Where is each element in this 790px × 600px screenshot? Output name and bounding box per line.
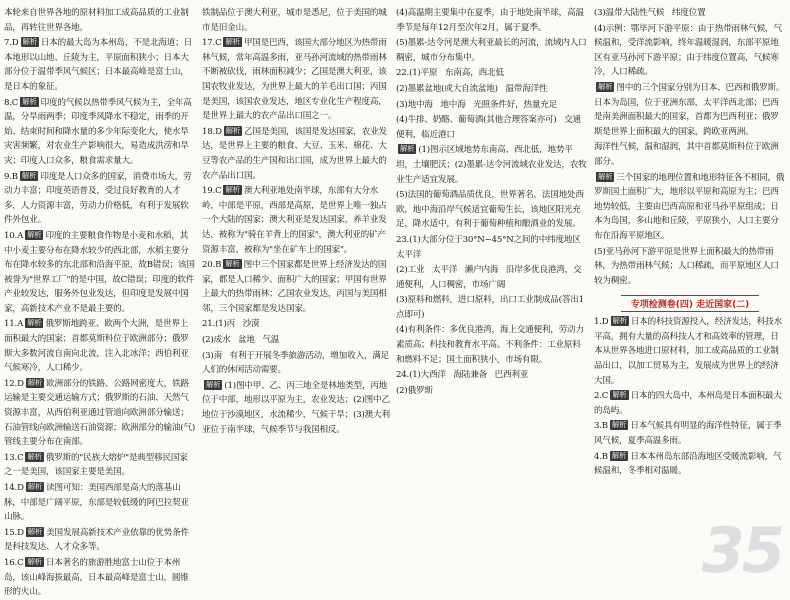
question-number: 18.D — [202, 126, 222, 137]
answer-entry — [396, 368, 588, 383]
answer-text: 图中的三个国家分别为日本、巴西和俄罗斯。日本为岛国，位于亚洲东部，太平洋西北部；巴西是南美洲面积最大的国家，首都为巴西利亚；俄罗斯是世界上面积最大的国家，跨欧亚两洲。 — [594, 82, 785, 137]
answer-text: 澳大利亚地处南半球，东部有大分水岭，中部是平原，西部是高原，是世界上唯一独占一个大陆的国家；澳大利亚是发达国家，养羊业发达，被称为"骑在羊背上的国家"，澳大利亚的矿产资源丰富，被称为"坐在矿车上的国家"。 — [202, 186, 387, 255]
answer-text: 日本著名的旅游胜地富士山位于本州岛，该山峰海拔最高，日本最高峰是富士山，圆锥形的火山。 — [4, 557, 189, 598]
answer-entry — [4, 96, 196, 169]
question-number: 9.B — [4, 171, 18, 182]
answer-entry — [396, 82, 588, 97]
answer-text: 本轮来自世界各地的原材料加工成高品质的工业制品，再转往世界各地。 — [4, 8, 189, 33]
answer-entry — [202, 36, 390, 124]
answer-entry — [594, 450, 786, 479]
answer-entry — [4, 481, 196, 525]
answer-text: (4)示例：鄂毕河下游平原：由于热带雨林气候，气候温和，受洋流影响，终年温暖湿润，东部平原地区有亚马孙河下游平原；由于纬度位置高，气候寒冷，人口稀疏。 — [594, 23, 782, 78]
analysis-tag: 解析 — [22, 96, 37, 106]
answer-entry — [594, 419, 786, 448]
analysis-tag: 解析 — [611, 420, 627, 430]
analysis-tag: 解析 — [27, 318, 42, 328]
analysis-tag: 解析 — [27, 377, 43, 387]
answer-entry — [202, 125, 390, 183]
analysis-tag: 解析 — [27, 482, 43, 491]
answer-entry — [594, 389, 786, 418]
column-3 — [396, 6, 588, 578]
answer-entry — [594, 140, 786, 169]
exam-title: 专项检测卷(四) 走近国家(二) — [621, 295, 760, 312]
answer-entry — [594, 171, 786, 244]
answer-text: (3)温带大陆性气候 纬度位置 — [594, 8, 706, 18]
answer-entry — [396, 384, 588, 399]
answer-text: 俄罗斯的"民族大熔炉"是典型移民国家之一是美国，该国家主要是美国。 — [4, 452, 188, 478]
analysis-tag: 解析 — [225, 37, 240, 47]
answer-entry — [202, 379, 390, 437]
answer-text: 美国发展高新技术产业依靠的优势条件是科技发达、人才众多等。 — [4, 527, 189, 553]
answer-entry — [202, 258, 390, 316]
analysis-tag: 解析 — [27, 556, 42, 566]
question-number: 4.B — [594, 451, 608, 462]
answer-text: 印度的气候以热带季风气候为主，全年高温，分旱雨两季；印度季风降水不稳定，雨季的开始、结束时间和降水量的多少年际变化大，使水旱灾害频繁，对农业生产影响很大，易造成洪涝和旱灾；印度人口众多，粮食需求量大。 — [4, 97, 192, 166]
answer-entry — [4, 170, 196, 228]
question-number: 2.C — [594, 391, 609, 402]
question-number: 16.C — [4, 557, 24, 568]
answer-text: (5)亚马孙河下游平原是世界上面积最大的热带雨林，为热带雨林气候；人口稀疏，而平原地区人口较为稠密。 — [594, 246, 779, 286]
answer-text: (1)图示区域地势东南高、西北低，地势平坦，土壤肥沃；(2)墨累-达令河流域农业发达，农牧业生产适宜发展。 — [396, 145, 587, 185]
answer-text: 印度的主要粮食作物是小麦和水稻，其中小麦主要分布在降水较少的西北部，水稻主要分布在降水较多的东北部和沿海平原，故B错误；该国被誉为"世界工厂"的是中国，故C错误；印度的软件产业较发达，服务外包业发达，但印度是发展中国家，高新技术产业不是最主要的。 — [4, 230, 195, 314]
answer-entry — [4, 36, 196, 94]
answer-entry — [396, 36, 588, 65]
answer-text: 读图可知：美国西部是高大的落基山脉，中部是广阔平原，东部是较低缓的阿巴拉契亚山脉。 — [4, 483, 189, 523]
analysis-tag: 解析 — [598, 81, 613, 91]
answer-text: (4)牛排、奶酪、葡萄酒(其他合理答案亦可) 交通便利，临近港口 — [396, 115, 581, 140]
page-number: 35 — [701, 514, 782, 587]
question-number: 14.D — [4, 483, 24, 493]
answer-text: (4)高温期主要集中在夏季，由于地处南半球，高温季节是每年12月至次年2月，属于夏季。 — [396, 8, 584, 33]
answer-text: (2)成水 盆地 气温 — [202, 335, 280, 346]
analysis-tag: 解析 — [611, 450, 627, 460]
answer-text: (4)有利条件：多优良港湾，海上交通便利，劳动力素质高；科技和教育水平高。不利条件：工业原料和燃料不足；国土面积狭小，市场有限。 — [396, 325, 584, 365]
answer-text: 23.(1)大部分位于30°N~45°N之间的中纬度地区 太平洋 — [396, 234, 589, 260]
question-number: 1.D — [594, 317, 609, 328]
analysis-tag: 解析 — [206, 379, 221, 389]
answer-entry — [4, 6, 196, 35]
question-number: 10.A — [4, 230, 24, 241]
answer-entry — [396, 293, 588, 322]
answer-text: (2)工业 太平洋 濑户内海 沿岸多优良港湾，交通便利，人口稠密，市场广阔 — [396, 265, 582, 290]
answer-text: 22.(1)平原 东南高，西北低 — [396, 68, 504, 79]
analysis-tag: 解析 — [225, 259, 240, 269]
column-4 — [594, 6, 786, 578]
exam-title-row — [594, 292, 786, 312]
answer-text: 三个国家的地理位置和地形特征各不相同，俄罗斯国土面积广大，地形以平原和高原为主；巴西地势较低，主要由巴西高原和亚马孙平原组成；日本为岛国，多山地和丘陵，平原狭小，人口主要分布在沿海平原地区。 — [594, 172, 785, 241]
answer-entry — [202, 6, 390, 35]
question-number: 17.C — [202, 38, 222, 49]
question-number: 19.C — [202, 186, 222, 197]
analysis-tag: 解析 — [400, 144, 415, 154]
column-1 — [4, 6, 196, 598]
answer-text: 海洋性气候，温和湿润，其中首都莫斯科位于欧洲部分。 — [594, 142, 779, 167]
answer-entry — [396, 233, 588, 262]
answer-text: 日本的最大岛为本州岛，不是北海道；日本地形以山地、丘陵为主，平原面积狭小；日本大部分位于温带季风气候区；日本最高峰是富士山，是日本的象征。 — [4, 38, 192, 92]
answer-entry — [594, 22, 786, 80]
answer-entry — [594, 6, 786, 21]
answer-text: 日本的科技资源投入，经济发达，科技水平高，拥有大量的高科技人才和高效率的管理，日本从世界各地进口原材料，加工成高品质的工业制品出口，以加工贸易为主，发展成为世界上的经济大国。 — [594, 317, 782, 386]
answer-entry — [202, 333, 390, 348]
analysis-tag: 解析 — [612, 390, 627, 400]
answer-entry — [594, 315, 786, 388]
column-2 — [202, 6, 390, 578]
answer-text: 图中三个国家都是世界上经济发达的国家，都是人口稀少、面积广大的国家；甲国有世界上最大的热带雨林；乙国农业发达，丙国与美国相邻，三个国家都是发达国家。 — [202, 260, 387, 314]
answer-entry — [594, 245, 786, 289]
answer-text: 铁制品位于澳大利亚，城市是悉尼，位于美国的城市是旧金山。 — [202, 8, 387, 33]
answer-entry — [396, 6, 588, 35]
analysis-tag: 解析 — [22, 37, 37, 47]
answer-entry — [202, 349, 390, 378]
analysis-tag: 解析 — [27, 229, 42, 239]
analysis-tag: 解析 — [598, 171, 613, 181]
analysis-tag: 解析 — [21, 170, 37, 180]
answer-text: 甲国是巴西，该国大部分地区为热带雨林气候，常年高温多雨，亚马孙河流域的热带雨林不断被砍伐，雨林面积减少；乙国是澳大利亚，该国农牧业发达，为世界上最大的羊毛出口国；丙国是美国，该国农业发达，地区专业化生产程度高，是世界上最大的农产品出口国之一。 — [202, 38, 387, 122]
question-number: 11.A — [4, 319, 24, 330]
answer-text: 日本气候具有明显的海洋性特征，属于季风气候，夏季高温多雨。 — [594, 421, 782, 447]
answer-text: (2)墨累盆地(或大自流盆地) 温带海洋性 — [396, 83, 548, 94]
answer-text: (5)墨累-达令河是澳大利亚最长的河流，流域内人口稠密，城市分布集中。 — [396, 38, 587, 63]
answer-text: 日本的四大岛中，本州岛是日本面积最大的岛屿。 — [594, 391, 782, 416]
analysis-tag: 解析 — [27, 526, 43, 536]
answer-entry — [396, 66, 588, 81]
answer-entry — [594, 81, 786, 139]
analysis-tag: 解析 — [225, 125, 241, 135]
answer-text: 乙国是美国，该国是发达国家，农业发达，是世界上主要的粮食、大豆、玉米、棉花、大豆等农产品的生产国和出口国，成为世界上最大的农产品出口国。 — [202, 126, 387, 181]
answer-entry — [4, 229, 196, 317]
answer-text: (1)图中甲、乙、丙三地全是林地类型，丙地位于中部，地形以平原为主，农业发达；(2)图中乙地位于沙漠地区，水流稀少，气候干旱；(3)澳大利亚位于南半球，气候季节与我国相反。 — [202, 380, 390, 435]
answer-entry — [396, 113, 588, 142]
question-number: 13.C — [4, 452, 24, 463]
answer-text: (3)南 有利于开展冬季旅游活动，增加收入，满足人们的休闲活动需要。 — [202, 350, 390, 376]
answer-entry — [202, 184, 390, 257]
answer-entry — [396, 323, 588, 367]
analysis-tag: 解析 — [27, 451, 42, 461]
question-number: 3.B — [594, 421, 608, 432]
question-number: 12.D — [4, 378, 24, 389]
answer-text: 21.(1)丙 沙漠 — [202, 319, 260, 330]
answer-text: 24.(1)大西洋 海陆兼备 巴西利亚 — [396, 370, 529, 381]
answer-text: (3)地中海 地中海 光照条件好，热量充足 — [396, 99, 558, 110]
answer-text: 印度是人口众多的国家，消费市场大，劳动力丰富；印度英语普及，受过良好教育的人才多，人力资源丰富，劳动力价格低，有利于发展软件外包业。 — [4, 171, 192, 226]
answer-entry — [4, 526, 196, 555]
answer-text: (2)俄罗斯 — [396, 385, 433, 396]
answer-entry — [4, 317, 196, 375]
answer-entry — [396, 263, 588, 292]
answer-entry — [4, 556, 196, 600]
answer-entry — [396, 98, 588, 113]
analysis-tag: 解析 — [225, 185, 240, 195]
answer-entry — [202, 317, 390, 332]
question-number: 20.B — [202, 260, 222, 271]
answer-text: 欧洲部分的铁路、公路网密度大，铁路运输是主要交通运输方式；俄罗斯的石油、天然气资源丰富，从西伯利亚通过管道向欧洲部分输送；石油管线向欧洲输送石油资源；欧洲部分的输油(气)管线主要分布在南部。 — [4, 378, 195, 448]
question-number: 7.D — [4, 38, 19, 49]
answer-text: 日本本州岛东部沿海地区受暖流影响，气候温和，冬季相对温暖。 — [594, 451, 782, 477]
question-number: 15.D — [4, 527, 24, 538]
answer-entry — [4, 451, 196, 480]
answer-text: (5)法国的葡萄酒品质优良，世界著名，法国地处西欧，地中海沿岸气候适宜葡萄生长，该地区阳光充足，降水适中，有利于葡萄种植和酿酒业的发展。 — [396, 190, 584, 230]
answer-text: 俄罗斯地跨亚、欧两个大洲，是世界上面积最大的国家；首都莫斯科位于欧洲部分；俄罗斯大多数河流自南向北流，注入北冰洋；西伯利亚气候寒冷，人口稀少。 — [4, 319, 189, 374]
answer-entry — [396, 143, 588, 187]
answer-text: (3)原料和燃料，进口原料，出口工业制成品(答出1点即可) — [396, 295, 584, 320]
answer-entry — [396, 188, 588, 232]
analysis-tag: 解析 — [612, 316, 627, 326]
answer-entry — [4, 377, 196, 450]
question-number: 8.C — [4, 97, 19, 108]
